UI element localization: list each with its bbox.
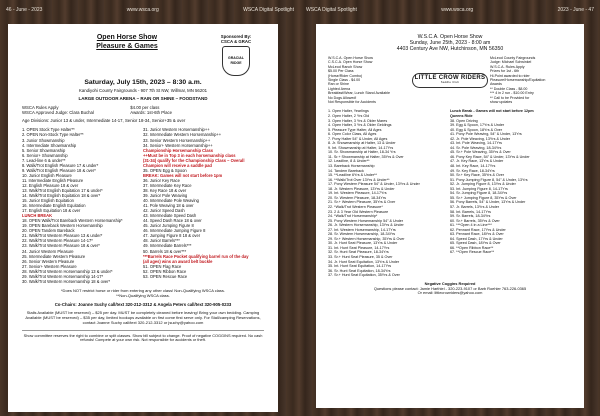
- class-item: 59. Sr. Barrels, 18-34Yrs: [450, 214, 491, 219]
- class-item: 26. Jr. Western Horsemanship, 13Yrs & Under: [328, 223, 404, 228]
- class-item: 21. Walk/Trot Western Pleasure 13 & under*: [22, 233, 103, 239]
- class-item: 15. **Leadline 6Yrs & Under**: [328, 173, 377, 178]
- class-item: 10. Sr. Showmanship at Halter, 18-34 Yrs: [328, 150, 396, 155]
- class-item: 52. OPEN Ribbon Race: [143, 268, 187, 274]
- class-item: 35. OPEN Egg & Spoon: [143, 167, 187, 173]
- info-item: (Horse/Rider Combo): [328, 73, 363, 78]
- class-item: 52. Jr. Jumping Figure 8, 13Yrs & Under: [450, 182, 516, 187]
- class-item: 22. *Walk/Trot Western Pleasure*: [328, 204, 383, 209]
- class-item: ***Barrels Race Pocket qualifying barrel run of the day: [143, 253, 249, 259]
- right-date: Sunday, June 25th, 2023 - 8:00 am: [409, 40, 491, 46]
- rules-and-fees: [22, 105, 172, 115]
- info-right: [490, 56, 572, 104]
- class-item: 30. Jr. Hunt Seat Pleasure, 13Yrs & Under: [328, 241, 398, 246]
- class-item: 66. **Open Ribbon Race**: [450, 245, 494, 250]
- rules-list: [22, 105, 94, 115]
- fee-item: Awards: 1st-6th Place: [130, 110, 172, 116]
- info-item: Single Class - $4.00: [328, 78, 361, 83]
- info-item: ** Call to be Provided for: [490, 95, 530, 100]
- class-item: 4. Intermediate Showmanship: [22, 142, 77, 148]
- class-item: 36. Sr. Hunt Seat Equitation, 18-34Yrs: [328, 268, 391, 273]
- class-item: 51. OPEN Flag Race: [143, 263, 182, 269]
- class-item: 65. Speed Dash, 18Yrs & Over: [450, 241, 501, 246]
- class-item: 36. Junior Key Race: [143, 177, 180, 183]
- class-item: 44. Sr. Pole Weaving, 18-34Yrs: [450, 145, 502, 150]
- class-item: 28. Sr. Western Horsemanship, 18-34Yrs: [328, 232, 396, 237]
- class-item: LUNCH BREAK: [22, 213, 53, 219]
- class-item: 11. Intermediate English Pleasure: [22, 177, 84, 183]
- class-item: 25. Pony Western Horsemanship 54" & Under: [328, 218, 404, 223]
- class-item: 31. Int. Hunt Seat Pleasure, 14-17Yrs: [328, 245, 390, 250]
- show-date: Saturday, July 15th, 2023 – 8:30 a.m.: [84, 79, 202, 86]
- rules-item: WSCA Rules Apply: [22, 105, 59, 110]
- class-item: 32. Intermediate Western Horsemanship++: [143, 132, 222, 138]
- info-item: Ran or Shine: [328, 82, 349, 87]
- right-page-header: [306, 0, 594, 20]
- class-item: 50. Barrels 18 & over***: [143, 248, 187, 254]
- class-item: 13. Bareback Horsemanship: [328, 164, 375, 169]
- flyer-title: [22, 34, 208, 51]
- club-logo-text: GRACIAL RIDGE: [228, 56, 244, 65]
- class-item: 1. Open Halter, Yearlings: [328, 109, 369, 114]
- class-item: 43. Intermediate Speed Dash: [143, 213, 197, 219]
- class-item: 40. Egg & Spoon, 18Yrs & Over: [450, 127, 503, 132]
- stall-info: Stalls Available (MUST be reserved) – $25 per day. MUST be completely cleaned before leaving! Bring your own bedding. Camping Available (MUST be reserved) – $35 per day, limited hookups available on first come first serve only. For Stall/camping Reservations, contact Joanne Suchy call/text 320-212-3312 or jsuchy@yahoo.com: [25, 309, 261, 325]
- class-item: 53. Int. Jumping Figure 8, 14-17Yrs: [450, 186, 508, 191]
- logo-name: LITTLE CROW RIDERS: [414, 74, 486, 81]
- class-item: 27. Senior+ Western Pleasure: [22, 263, 77, 269]
- class-item: 48. Int. Key Race, 14-17Yrs: [450, 164, 496, 169]
- class-item: Championship Horsemanship Class: [143, 147, 214, 153]
- class-item: 9. Int. Showmanship at Halter, 14-17Yrs: [328, 145, 394, 150]
- arena-info: LARGE OUTDOOR ARENA – RAIN OR SHINE – FOODSTAND: [78, 96, 208, 101]
- class-item: 58. Int. Barrels, 14-17Yrs: [450, 209, 491, 214]
- right-page-number: 2023 - June - 47: [557, 7, 594, 13]
- class-item: 4. Open Halter, 3 Yrs & Older Geldings: [328, 123, 392, 128]
- class-item: 55. Sr.+ Jumping Figure 8, 35Yrs & Over: [450, 195, 517, 200]
- class-item: 12. Leadline, 8 & Under**: [328, 159, 370, 164]
- class-column-1: [22, 127, 143, 283]
- left-flyer-page: [8, 24, 278, 412]
- info-item: Lighted Arena: [328, 86, 351, 91]
- class-item: 5. Pleasure Type Halter, All Ages: [328, 127, 382, 132]
- class-item: 9. Walk/Trot English Pleasure 18 & over*: [22, 167, 96, 173]
- class-item: 23. Walk/Trot Western Pleasure 18 & over*: [22, 243, 100, 249]
- disclaimer: Show committee reserves the right to combine or split classes. Show bill subject to change. Proof of negative COGGINS required. No cash refunds! Compete at your own risk. Not responsible for accidents or theft.: [22, 330, 264, 344]
- class-item: 41. Pole Weaving 18 & over: [143, 203, 194, 209]
- sponsor-label: Sponsored By:: [220, 34, 252, 39]
- left-site-url[interactable]: www.wsca.org: [126, 7, 159, 13]
- info-left: [328, 56, 410, 104]
- class-item: 35. Int. Hunt Seat Equitation, 14-17Yrs: [328, 264, 392, 269]
- class-item: 33. Senior Western Horsemanship++: [143, 137, 211, 143]
- class-item: 39. Junior Pole Weaving: [143, 193, 188, 199]
- class-item: 57. Jr. Barrels, 13Yrs & Under: [450, 204, 499, 209]
- class-item: 6. Open Color Class, All Ages: [328, 132, 377, 137]
- class-item: 64. Speed Dash, 17Yrs & Under: [450, 236, 503, 241]
- class-item: 22. Walk/Trot Western Pleasure 14-17*: [22, 238, 93, 244]
- class-item: 63. Pennant Race, 18Yrs & Over: [450, 232, 504, 237]
- class-item: 42. Junior Speed Dash: [143, 208, 185, 214]
- right-publication-title: WSCA Digital Spotlight: [306, 7, 357, 13]
- class-item: 42. Jr. Pole Weaving, 13Yrs & Under: [450, 136, 510, 141]
- class-item: 19. OPEN Bareback Western Horsemanship: [22, 223, 103, 229]
- info-item: Not Responsible for Accidents: [328, 100, 376, 105]
- class-note-1: *Does NOT restrict horse or rider from entering any other class! Non-Qualifying WSCA class.: [61, 287, 225, 293]
- class-item: 8. Walk/Trot English Pleasure 17 & under*: [22, 162, 99, 168]
- title-line-1: Open Horse Show: [96, 34, 158, 41]
- class-item: 46. Intermediate Jumping Figure 8: [143, 228, 206, 234]
- class-item: 51. Pony Jumping Figure 8, 54" & Under, 13Yrs: [450, 177, 528, 182]
- info-item: C.S.C.A. Open Horse Show: [328, 60, 373, 65]
- info-item: Prizes for 1st - 6th: [490, 69, 520, 74]
- info-item: W.S.C.A. Rules Apply: [490, 64, 525, 69]
- right-footer: [328, 282, 572, 296]
- class-item: 18. OPEN Walk/Trot Bareback Western Horsemanship*: [22, 218, 123, 224]
- info-item: show updates: [490, 100, 513, 105]
- class-item: 47. Jr. Key Race, 13Yrs & Under: [450, 159, 504, 164]
- class-item: 16. **Walk/Trot Over 13Yrs & Under**: [328, 177, 390, 182]
- class-item: 38. Open Driving: [450, 118, 478, 123]
- info-item: ** Double Class - $8.00: [490, 86, 528, 91]
- right-title: W.S.C.A. Open Horse Show: [417, 34, 483, 40]
- class-item: 14. Walk/Trot English Equitation 18 & over*: [22, 193, 101, 199]
- class-item: 2. Open Halter, 2 Yrs Old: [328, 114, 370, 119]
- info-item: Awards: [490, 82, 502, 87]
- class-item: 29. Walk/Trot Western Horsemanship 14-17*: [22, 273, 104, 279]
- class-item: (all ages) wins an award belt buckle: [143, 258, 213, 264]
- class-item: 26. Senior Western Pleasure: [22, 258, 75, 264]
- class-item: 61. ***Open 4 in a Line***: [450, 223, 492, 228]
- class-item: 25. Intermediate Western Pleasure: [22, 253, 86, 259]
- class-item: 10. Junior English Pleasure: [22, 172, 72, 178]
- right-address: 4403 Century Ave NW, Hutchinson, MN 56350: [396, 46, 504, 52]
- info-item: $5.00 Per Class: [328, 69, 354, 74]
- age-divisions: Age Divisions: Junior 13 & under, Intermediate 14-17, Senior 18-34, Senior+35 & over: [22, 118, 186, 124]
- class-item: 62. Pennant Race, 17Yrs & Under: [450, 227, 506, 232]
- class-item: 14. Tandem Bareback: [328, 168, 364, 173]
- class-item: 34. Jr. Hunt Seat Equitation, 13Yrs & Under: [328, 259, 400, 264]
- class-item: 34. Senior+ Western Horsemanship++: [143, 142, 213, 148]
- contact-email[interactable]: Or email: littlecrowriders@yahoo.com: [417, 290, 483, 296]
- class-item: 3. Junior Showmanship: [22, 137, 65, 143]
- rules-item: WSCA Approved Judge: Clara Buchal: [22, 110, 94, 116]
- title-line-2: Pleasure & Games: [96, 42, 158, 50]
- left-page-header: [6, 0, 294, 20]
- info-item: Breakfast/Wear, Lunch Stand Available: [328, 91, 390, 96]
- class-item: 11. Sr.+ Showmanship at Halter, 35Yrs & Over: [328, 154, 404, 159]
- right-flyer-title: [328, 34, 572, 52]
- club-logo: [222, 46, 250, 76]
- sponsor-block: [208, 34, 264, 76]
- class-item: 67. **Open Rescue Race**: [450, 250, 495, 255]
- right-site-url[interactable]: www.wsca.org: [441, 7, 474, 13]
- class-item: 47. Jumping Figure 8 18 & over: [143, 233, 201, 239]
- class-column-2: [143, 127, 264, 283]
- class-list: [22, 127, 264, 283]
- class-item: 20. Sr. Western Pleasure, 18-34Yrs: [328, 195, 386, 200]
- fee-item: $4.00 per class: [130, 105, 160, 110]
- class-item: 12. English Pleasure 18 & over: [22, 182, 79, 188]
- class-item: 50. Sr.+ Key Race, 35Yrs & Over: [450, 173, 505, 178]
- info-item: No Dogs Allowed!: [328, 95, 357, 100]
- right-flyer-page: [316, 24, 584, 408]
- right-class-column-1: [328, 109, 450, 277]
- class-item: 49. Sr. Key Race, 18-34Yrs: [450, 168, 495, 173]
- right-info-block: [328, 56, 572, 104]
- logo-sub: Saddle Club: [440, 80, 460, 85]
- class-item: 3. Open Halter, 3 Yrs & Older Mares: [328, 118, 388, 123]
- class-item: 40. Intermediate Pole Weaving: [143, 198, 199, 204]
- class-item: 7. Pony Halter 54" & Under, All Ages: [328, 136, 388, 141]
- class-item: 38. Key Race 18 & over: [143, 187, 187, 193]
- class-item: 7. Lead-line 6 & under**: [22, 157, 66, 163]
- contact-info: Questions please contact: Jamie Harthiel - 320-223-9107 or Barb Roehler 763-226-0365: [373, 285, 527, 291]
- class-item: 28. Walk/Trot Western Horsemanship 13 & under*: [22, 268, 113, 274]
- class-item: 30. Walk/Trot Western Horsemanship 18 & over*: [22, 278, 111, 284]
- class-item: 45. Sr.+ Pole Weaving, 35Yrs & Over: [450, 150, 511, 155]
- info-item: *** 4 in 2 run - $10.00 Entry: [490, 91, 534, 96]
- class-item: 8. Jr. Showmanship at Halter, 13 & Under: [328, 141, 396, 146]
- class-item: 49. Intermediate Barrels***: [143, 243, 192, 249]
- class-note: [22, 288, 264, 298]
- co-chairs: Co-Chairs: Joanne Suchy call/text 320-212-3312 & Angela Peters call/text 320-905-0233: [54, 301, 232, 307]
- class-note-2: **Non-Qualifying WSCA class.: [116, 292, 170, 298]
- class-item: 24. *Walk/Trot Horsemanship*: [328, 214, 378, 219]
- info-item: McLeod County Fairgrounds: [490, 56, 536, 60]
- class-item: 54. Sr. Jumping Figure 8, 18-34Yrs: [450, 191, 508, 196]
- saddle-club-logo: [410, 56, 490, 104]
- class-item: 29. Sr.+ Western Horsemanship, 35Yrs & Over: [328, 236, 405, 241]
- class-item: (31-34) qualify for the Championship Class – Overall: [143, 157, 245, 163]
- info-item: Judge: Michael Schwinkel: [490, 60, 532, 65]
- class-item: Champion will receive a saddle pad: [143, 162, 212, 168]
- class-item: 32. Sr. Hunt Seat Pleasure, 18-34Yrs: [328, 250, 389, 255]
- class-item: 45. Junior Jumping Figure 8: [143, 223, 194, 229]
- class-item: 5. Senior Showmanship: [22, 147, 66, 153]
- fees-list: [130, 105, 172, 115]
- class-item: BREAK: Games will not start before 1pm: [143, 172, 223, 178]
- class-item: 27. Int. Western Horsemanship, 14-17Yrs: [328, 227, 396, 232]
- show-venue: Kandiyohi County Fairgrounds - 907 7th St NW, Willmar, MN 56201: [78, 88, 207, 93]
- class-item: 60. Sr.+ Barrels, 35Yrs & Over: [450, 218, 500, 223]
- class-item: 18. Jr. Western Pleasure, 13Yrs & Under: [328, 186, 395, 191]
- class-item: 46. Pony Key Race, 54" & Under, 13Yrs & Under: [450, 154, 530, 159]
- class-item: Queens Ride: [450, 114, 473, 119]
- class-item: ++Must be in Top 3 in each horsemanship class: [143, 152, 236, 158]
- right-class-list: [328, 109, 572, 277]
- left-publication-title: WSCA Digital Spotlight: [243, 7, 294, 13]
- class-item: 17. English Equitation 18 & over: [22, 208, 81, 214]
- class-item: 24. Junior Western Pleasure: [22, 248, 74, 254]
- class-item: 15. Junior English Equitation: [22, 198, 74, 204]
- class-item: 43. Int. Pole Weaving, 14-17Yrs: [450, 141, 502, 146]
- sponsor-org: CSCA & GRAC: [220, 39, 252, 44]
- logo-box: [412, 73, 488, 88]
- class-item: 39. Egg & Spoon, 17Yrs & Under: [450, 123, 505, 128]
- class-item: 20. OPEN Tandem Bareback: [22, 228, 75, 234]
- class-item: 2. OPEN Non-Stock Type Halter**: [22, 132, 84, 138]
- left-page-number: 46 - June - 2023: [6, 7, 43, 13]
- class-item: 33. Sr.+ Hunt Seat Pleasure, 35 & Over: [328, 254, 393, 259]
- class-item: 16. Intermediate English Equitation: [22, 203, 86, 209]
- class-item: 6. Senior+ Showmanship: [22, 152, 68, 158]
- right-class-column-2: [450, 109, 572, 277]
- class-item: 37. Sr.+ Hunt Seat Equitation, 35Yrs & Over: [328, 273, 400, 278]
- class-item: 44. Speed Dash Race 18 & over: [143, 218, 202, 224]
- class-item: 37. Intermediate Key Race: [143, 182, 192, 188]
- class-item: 53. OPEN Rescue Race: [143, 273, 188, 279]
- class-item: 56. Pony Barrels, 54" & Under, 13Yrs & Under: [450, 200, 526, 205]
- class-item: 21. Sr.+ Western Pleasure, 35Yrs & Over: [328, 200, 396, 205]
- class-item: 41. Pony Pole Weaving, 54" & Under, 13Yrs: [450, 132, 522, 137]
- class-item: 48. Junior Barrels***: [143, 238, 180, 244]
- coggins-required: Negative Coggins Required: [424, 280, 476, 286]
- info-item: Pleasure/Horsemanship/Equitation: [490, 78, 546, 83]
- class-item: 23. 2 & 3 Year Old Western Pleasure: [328, 209, 389, 214]
- class-item: 31. Junior Western Horsemanship++: [143, 127, 210, 133]
- info-item: W.S.C.A. Open Horse Show: [328, 56, 373, 60]
- class-item: 17. Pony Western Pleasure 54" & Under, 13Yrs & Under: [328, 182, 420, 187]
- info-item: McLeod Ranch Show: [328, 64, 363, 69]
- info-item: Hi-Point awarded to rider: [490, 73, 530, 78]
- class-item: 1. OPEN Stock Type Halter**: [22, 127, 75, 133]
- class-item: 13. Walk/Trot English Equitation 17 & under*: [22, 187, 103, 193]
- class-item: Lunch Break - Games will not start before 12pm: [450, 109, 534, 114]
- class-item: 19. Int. Western Pleasure, 14-17Yrs: [328, 191, 387, 196]
